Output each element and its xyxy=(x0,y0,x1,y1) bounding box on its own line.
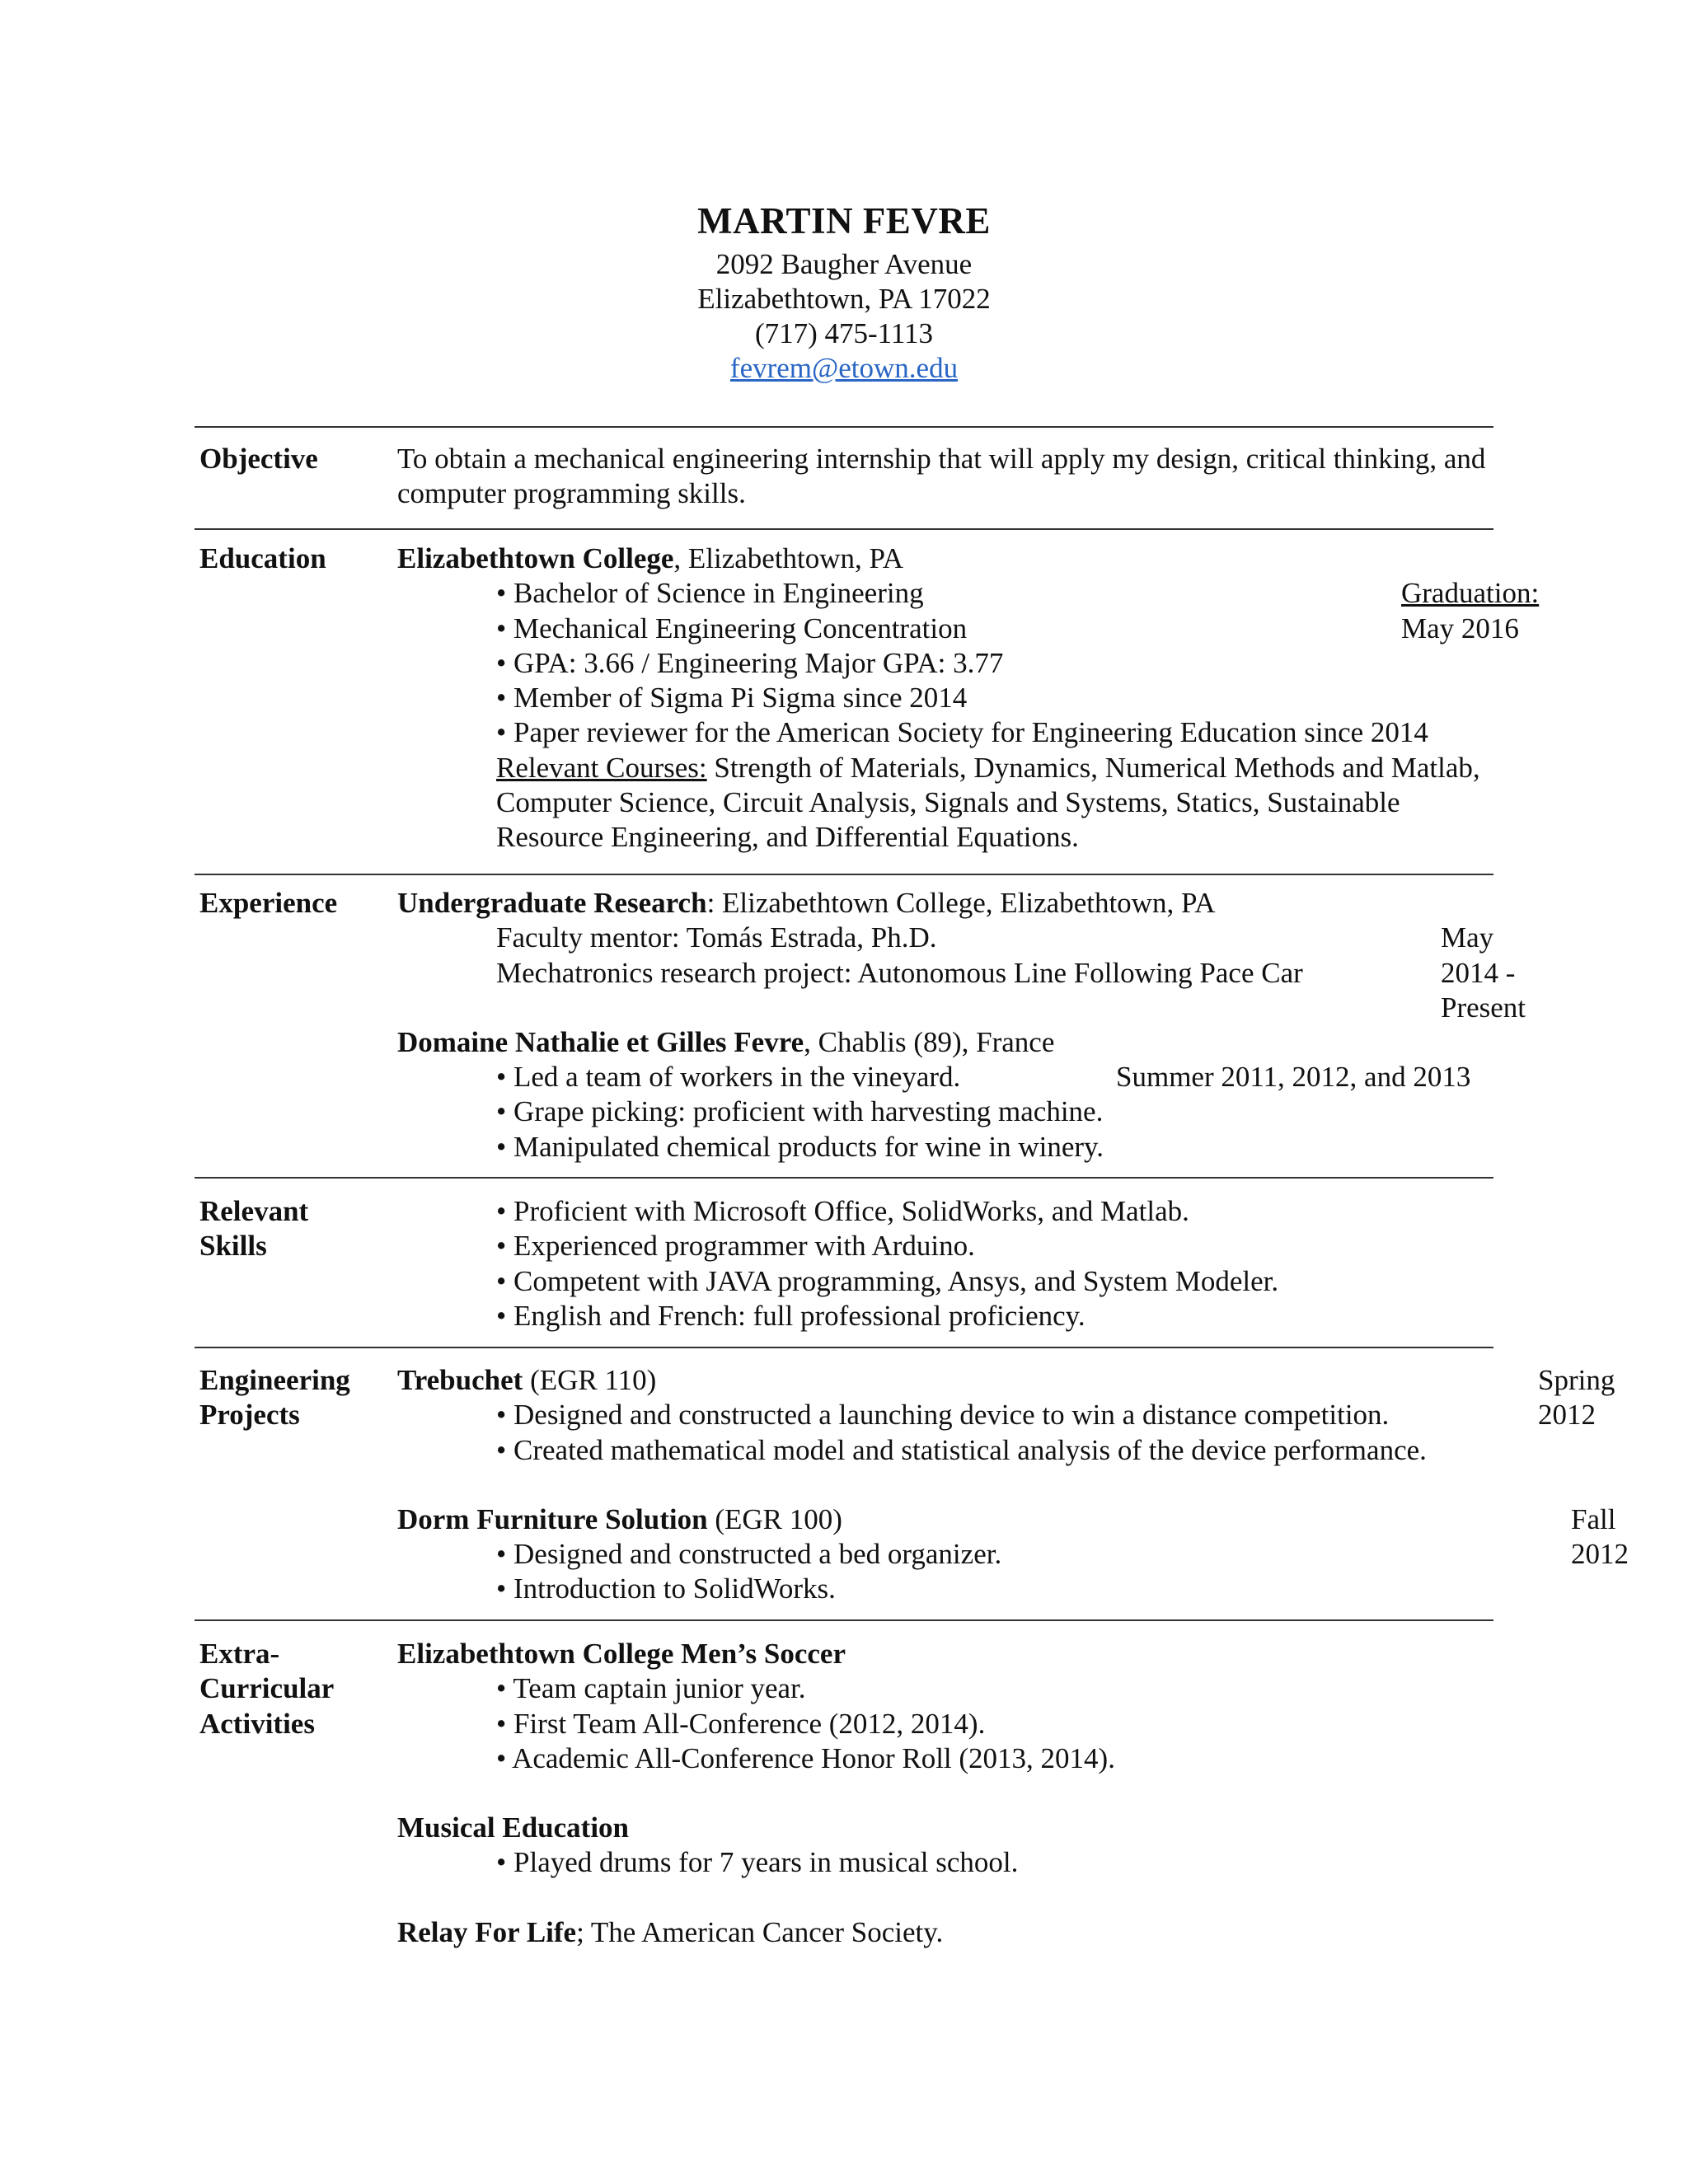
address-line-1: 2092 Baugher Avenue xyxy=(715,248,973,280)
extracurricular-label-line: Curricular xyxy=(199,1672,335,1705)
experience-content xyxy=(397,886,1526,1165)
dorm-date: Fall 2012 xyxy=(1571,1502,1629,1571)
objective-label: Objective xyxy=(199,443,318,475)
projects-label xyxy=(199,1363,350,1433)
skill-item: • Experienced programmer with Arduino. xyxy=(496,1230,975,1263)
phone-number: (717) 475-1113 xyxy=(754,317,934,349)
address-line-2: Elizabethtown, PA 17022 xyxy=(697,283,991,315)
section-divider xyxy=(195,1177,1493,1179)
skills-label-line: Skills xyxy=(199,1230,267,1263)
school-line xyxy=(397,541,1493,576)
trebuchet-date: Spring 2012 xyxy=(1538,1364,1615,1432)
soccer-bullet: • First Team All-Conference (2012, 2014). xyxy=(496,1707,986,1740)
vineyard-title-line xyxy=(397,1025,1493,1060)
extracurricular-label-line: Extra- xyxy=(199,1638,280,1670)
education-bullet: • Member of Sigma Pi Sigma since 2014 xyxy=(496,682,968,715)
relevant-courses xyxy=(397,751,1493,855)
dorm-bullet: • Introduction to SolidWorks. xyxy=(496,1572,836,1605)
dorm-course: (EGR 100) xyxy=(707,1502,842,1535)
vineyard-title: Domaine Nathalie et Gilles Fevre xyxy=(397,1025,804,1058)
projects-label-line: Engineering xyxy=(199,1364,350,1396)
projects-label-line: Projects xyxy=(199,1399,300,1432)
music-title-line xyxy=(397,1811,1493,1845)
research-org: : Elizabethtown College, Elizabethtown, PA xyxy=(706,887,1216,919)
vineyard-bullet: • Led a team of workers in the vineyard. xyxy=(496,1061,961,1094)
music-title: Musical Education xyxy=(397,1811,630,1844)
soccer-title: Elizabethtown College Men’s Soccer xyxy=(397,1638,846,1670)
faculty-mentor: Faculty mentor: Tomás Estrada, Ph.D. xyxy=(496,921,937,954)
experience-label: Experience xyxy=(199,887,338,919)
research-project: Mechatronics research project: Autonomous Line Following Pace Car xyxy=(496,956,1303,989)
skills-label-line: Relevant xyxy=(199,1195,309,1227)
education-label: Education xyxy=(199,542,326,574)
section-divider xyxy=(195,874,1493,875)
skills-label xyxy=(199,1194,308,1264)
research-title-line xyxy=(397,886,1493,921)
school-location: , Elizabethtown, PA xyxy=(673,542,904,574)
candidate-name: MARTIN FEVRE xyxy=(697,200,991,241)
trebuchet-course: (EGR 110) xyxy=(523,1364,657,1396)
relay-title: Relay For Life xyxy=(397,1915,577,1948)
vineyard-bullet: • Grape picking: proficient with harvesting machine. xyxy=(496,1095,1104,1128)
degree-text: • Bachelor of Science in Engineering xyxy=(496,577,924,610)
education-bullet: • Mechanical Engineering Concentration xyxy=(496,612,968,644)
skills-content xyxy=(397,1194,1493,1333)
trebuchet-bullet: • Created mathematical model and statistical analysis of the device performance. xyxy=(496,1433,1427,1466)
skill-item: • Proficient with Microsoft Office, SolidWorks, and Matlab. xyxy=(496,1195,1189,1227)
section-divider xyxy=(195,1619,1493,1621)
trebuchet-bullet: • Designed and constructed a launching device to win a distance competition. xyxy=(496,1399,1390,1432)
vineyard-location: , Chablis (89), France xyxy=(804,1025,1055,1058)
relay-org: ; The American Cancer Society. xyxy=(576,1915,944,1948)
music-bullet: • Played drums for 7 years in musical school. xyxy=(496,1846,1019,1879)
soccer-bullet: • Team captain junior year. xyxy=(496,1672,806,1705)
skill-item: • English and French: full professional proficiency. xyxy=(496,1299,1085,1332)
objective-text: To obtain a mechanical engineering internship that will apply my design, critical thinking, and computer programming skills. xyxy=(397,443,1486,510)
soccer-title-line xyxy=(397,1637,1493,1671)
vineyard-bullet: • Manipulated chemical products for wine in winery. xyxy=(496,1130,1104,1163)
extracurricular-label xyxy=(199,1637,334,1741)
courses-text: Strength of Materials, Dynamics, Numerical Methods and Matlab, Computer Science, Circuit Analysis, Signals and Systems, Statics, Sustainable Resource Engineering, and Differential Equations. xyxy=(496,751,1480,854)
graduation-info xyxy=(1401,576,1539,646)
section-divider xyxy=(195,1347,1493,1348)
extracurricular-label-line: Activities xyxy=(199,1707,315,1740)
resume-header xyxy=(0,194,1688,386)
research-dates: May 2014 - Present xyxy=(1441,921,1526,1024)
vineyard-dates: Summer 2011, 2012, and 2013 xyxy=(1116,1061,1471,1094)
extracurricular-content xyxy=(397,1637,1493,1950)
section-divider xyxy=(195,426,1493,428)
projects-content xyxy=(397,1363,1629,1607)
vineyard-bullet-line xyxy=(397,1060,1493,1094)
graduation-label: Graduation: xyxy=(1401,577,1540,610)
courses-label: Relevant Courses: xyxy=(496,751,707,784)
email-link[interactable]: fevrem@etown.edu xyxy=(729,352,959,384)
education-bullet: • GPA: 3.66 / Engineering Major GPA: 3.77 xyxy=(496,646,1004,679)
education-bullet: • Paper reviewer for the American Society for Engineering Education since 2014 xyxy=(496,716,1428,749)
trebuchet-title: Trebuchet xyxy=(397,1364,523,1396)
graduation-date: May 2016 xyxy=(1401,612,1519,644)
relay-line xyxy=(397,1915,1493,1950)
dorm-title: Dorm Furniture Solution xyxy=(397,1502,708,1535)
dorm-bullet: • Designed and constructed a bed organizer. xyxy=(496,1538,1002,1571)
skill-item: • Competent with JAVA programming, Ansys, and System Modeler. xyxy=(496,1264,1279,1297)
education-content xyxy=(397,541,1540,855)
school-name: Elizabethtown College xyxy=(397,542,674,574)
section-divider xyxy=(195,528,1493,530)
soccer-bullet: • Academic All-Conference Honor Roll (2013, 2014). xyxy=(496,1741,1115,1774)
research-title: Undergraduate Research xyxy=(397,887,707,919)
